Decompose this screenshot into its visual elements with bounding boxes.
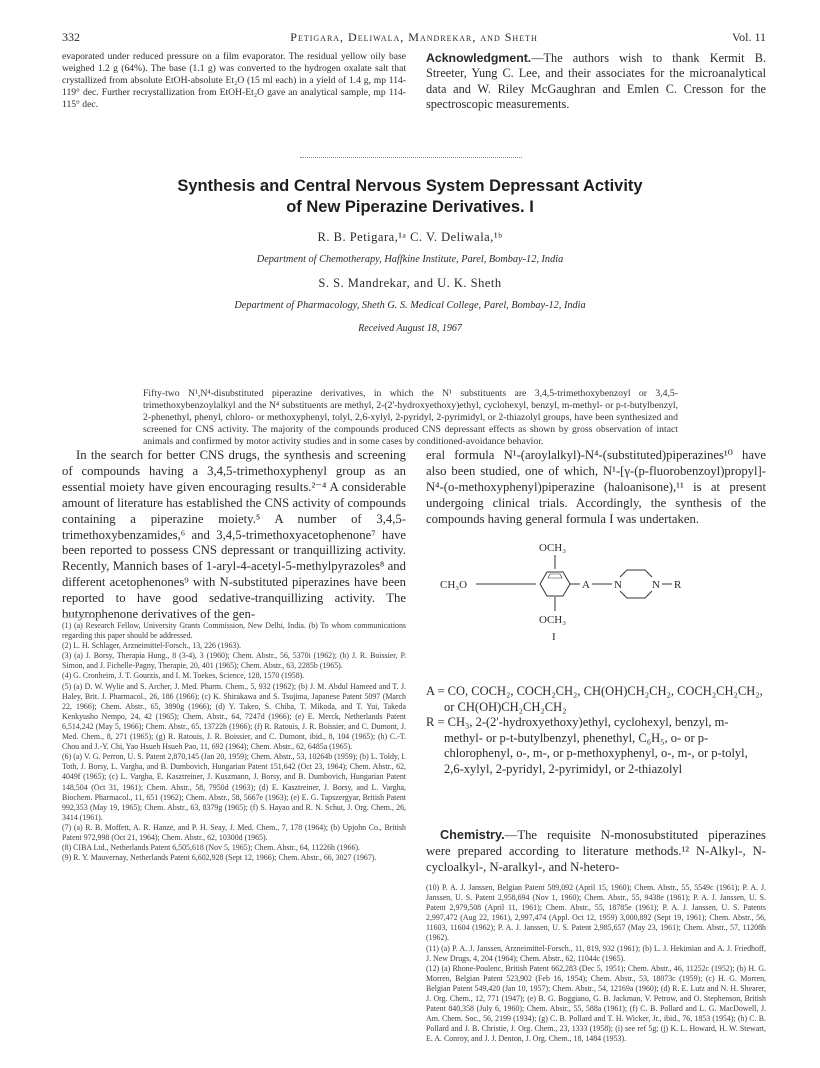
received-date: Received August 18, 1967 — [358, 323, 462, 334]
affiliation-1: Department of Chemotherapy, Haffkine Institute, Parel, Bombay-12, India — [256, 254, 564, 265]
footnotes-left: (1) (a) Research Fellow, University Grants Commission, New Delhi, India. (b) To whom communications regarding this paper should be addressed. (2) L. H. Schlager, Arzneimittel-Forsch., 13, 226 (1963). (3) (a) J. Borsy, Therapia Hung., 8 (3-4), 3 (1960); Chem. Abstr., 56, 5370i (1962); (b) J. R. Boissier, P. Simon, and J. Fichelle-Pagny, Therapie, 20, 401 (1965); Chem. Abstr., 63, 2285b (1965). (4) G. Cronheim, J. T. Gourzis, and I. M. Toekes, Science, 128, 1570 (1958). (5) (a) D. W. Wylie and S. Archer, J. Med. Pharm. Chem., 5, 932 (1962); (b) J. M. Abdul Hameed and T. J. Haley, Brit. J. Pharmacol., 26, 186 (1966); (c) K. Shirakawa and S. Tsujima, Japanese Patent 5097 (March 22, 1966); Chem. Abstr., 65, 3890g (1966); (d) Y. Takeo, S. Chiba, T. Mikoda, and T. Yui, Takeda Kenkyusho Nempo, 24, 42 (1965); Chem. Abstr., 64, 7247d (1966); (e) E. Merck, Netherlands Patent 6,514,242 (May 5, 1966); Chem. Abstr., 65, 13722h (1966); (f) R. Ratouis, J. R. Boissier, and C. Dumont, J. Med. Chem., 8, 271 (1965); (g) R. Ratouis, J. R. Boissier, and C. Dumont, ibid., 8, 104 (1965); (h) C.-T. Chou and J.-Y. Chi, Yao Hsueh Hsueh Pao, 11, 692 (1964); Chem. Abstr., 62, 6485a (1965). (6) (a) V. G. Perron, U. S. Patent 2,870,145 (Jan 20, 1959); Chem. Abstr., 53, 10264b (1959); (b) L. Toldy, I. Toth, J. Borsy, L. Vargha, and B. Dumbovich, Hungarian Patent 151,642 (Oct 23, 1964); Chem. Abstr., 62, 4049f (1965); (c) L. Vargha, E. Kasztreiner, J. Kuszmann, J. Borsy, and B. Dumbovich, Hungarian Patent 148,504 (Oct 31, 1961); Chem. Abstr., 58, 7950d (1963); (d) E. Kasztreiner, J. Borsy, and L. Vargha, Biochem. Pharmacol., 11, 651 (1962); Chem. Abstr., 58, 5667e (1963); (e) E. G. Tapszergyar, British Patent 992,353 (May 19, 1965); Chem. Abstr., 63, 8379g (1965); (f) S. Hayao and R. N. Schut, J. Org. Chem., 26, 3414 (1961). (7) (a) R. B. Moffett, A. R. Hanze, and P. H. Seay, J. Med. Chem., 7, 178 (1964); (b) Upjohn Co., British Patent 972,998 (Oct 21, 1964); Chem. Abstr., 62, 10300d (1965). (8) CIBA Ltd., Netherlands Patent 6,505,618 (Nov 5, 1965); Chem. Abstr., 64, 11226h (1966). (9) R. Y. Mauvernay, Netherlands Patent 6,602,928 (Sept 12, 1966); Chem. Abstr., 66, 3027 (1967). — [62, 621, 406, 863]
substituent-definitions — [426, 684, 766, 778]
authors-line-1: R. B. Petigara,¹ᵃ C. V. Deliwala,¹ᵇ — [317, 230, 503, 244]
chemical-structure-I — [440, 537, 760, 672]
structure-ch3o-left: CH₃O — [440, 579, 468, 591]
volume-label: Vol. 11 — [731, 30, 766, 44]
authors-line-2: S. S. Mandrekar, and U. K. Sheth — [318, 276, 502, 290]
affiliation-2: Department of Pharmacology, Sheth G. S. Medical College, Parel, Bombay-12, India — [234, 300, 586, 311]
structure-drawing — [440, 537, 760, 672]
chemistry-paragraph — [426, 828, 766, 876]
page-number: 332 — [62, 30, 80, 44]
running-title: Petigara, Deliwala, Mandrekar, and Sheth — [290, 30, 538, 44]
title-line-1: Synthesis and Central Nervous System Depressant Activity — [177, 177, 643, 195]
chemistry-heading: Chemistry. — [440, 828, 505, 842]
introduction-left: In the search for better CNS drugs, the synthesis and screening of compounds having a 3,4,5-trimethoxyphenyl group as an essential moiety have given encouraging results.²⁻⁴ A considerable amount of literature has established the CNS activity of compounds containing a piperazine moiety.⁵ A number of 3,4,5-trimethoxybenzamides,⁶ and 3,4,5-trimethoxyacetophenone⁷ have been reported to possess CNS depressant or tranquillizing activity. Recently, Mannich bases of 1-aryl-4-acetyl-5-methylpyrazoles⁸ and different acetophenones⁹ with N-substituted piperazines have been reported to have good sedative-tranquillizing activity. The butyrophenone derivatives of the gen- — [62, 448, 406, 622]
acknowledgment — [426, 51, 766, 113]
ring-double-bond — [548, 574, 562, 578]
abstract: Fifty-two N¹,N⁴-disubstituted piperazine derivatives, in which the N¹ substituents are 3,4,5-trimethoxybenzoyl or 3,4,5-trimethoxybenzoylalkyl and the N⁴ substituents are methyl, 2-(2'-hydroxyethoxy)ethyl, cyclohexyl, benzyl, m-methyl- or p-t-butylbenzyl, 2-phenethyl, phenyl, chloro- or methoxyphenyl, tolyl, 2,6-xylyl, 2-pyridyl, 2-pyrimidyl, or 2-thiazolyl groups, have been synthesized and screened for CNS activity. The majority of the compounds produced CNS depressant effects as shown by gross observation of intact animals and confirmed by motor activity studies and in some cases by conditioned-avoidance behavior. — [143, 388, 678, 448]
footnotes-right: (10) P. A. J. Janssen, Belgian Patent 589,092 (April 15, 1960); Chem. Abstr., 55, 5549c (1961); P. A. J. Janssen, U. S. Patent 2,958,694 (Nov 1, 1960); Chem. Abstr., 55, 9438e (1961); P. A. J. Janssen, U. S. Patent 2,979,508 (April 11, 1961); Chem. Abstr., 55, 18785e (1961); P. A. J. Janssen, U. S. Patents 2,997,472 (Aug 22, 1961), 2,997,474 (Appl. Oct 12, 1959) 3,000,892 (Sept 19, 1961); Chem. Abstr., 56, 11603, 11604 (1962); P. A. J. Janssen, U. S. Patent 2,985,657 (May 23, 1961); Chem. Abstr., 57, 11208h (1962). (11) (a) P. A. J. Janssen, Arzneimittel-Forsch., 11, 819, 932 (1961); (b) L. J. Hekimian and A. J. Friedhoff, J. New Drugs, 4, 204 (1964); Chem. Abstr., 62, 11044c (1965). (12) (a) Rhone-Poulenc, British Patent 662,283 (Dec 5, 1951); Chem. Abstr., 46, 11252c (1952); (b) H. G. Morren, Belgian Patent 523,902 (Feb 16, 1954); Chem. Abstr., 53, 18073c (1959); (c) H. G. Morren, Belgian Patent 549,420 (Jan 10, 1957); Chem. Abstr., 54, 12169a (1960); (d) R. E. Lutz and N. H. Shearer, J. Org. Chem., 12, 771 (1947); (e) B. G. Boggiano, G. B. Jackman, V. Petrow, and O. Stephenson, British Patent 840,358 (July 6, 1960); Chem. Abstr., 55, 588a (1961); (f) C. B. Pollard and L. G. MacDowell, J. Am. Chem. Soc., 56, 2199 (1934); (g) C. B. Pollard and T. H. Wicker, Jr., ibid., 76, 1853 (1954); (h) C. B. Pollard and J. B. Christie, J. Org. Chem., 23, 1333 (1958); (i) see ref 5g; (j) K. L. Howard, H. W. Stewart, E. A. Conroy, and J. J. Denton, J. Org. Chem., 18, 1484 (1953). — [426, 883, 766, 1044]
footnote-rule — [62, 617, 102, 618]
introduction-right: eral formula N¹-(aroylalkyl)-N⁴-(substituted)piperazines¹⁰ have also been studied, one of which, N¹-[γ-(p-fluorobenzoyl)propyl]-N⁴-(o-methoxyphenyl)piperazine (haloanisone),¹¹ is at present undergoing clinical trials. Accordingly, the synthesis of the compounds having general formula I was undertaken. — [426, 448, 766, 526]
r-definition: R = CH₃, 2-(2'-hydroxyethoxy)ethyl, cyclohexyl, benzyl, m-methyl- or p-t-butylbenzyl, phenethyl, C₆H₅, o- or p-chlorophenyl, o-, m-, or p-methoxyphenyl, o-, m-, or p-tolyl, 2,6-xylyl, 2-pyridyl, 2-pyrimidyl, or 2-thiazolyl — [426, 715, 748, 776]
benzene-ring — [540, 572, 570, 596]
previous-article-text: evaporated under reduced pressure on a film evaporator. The residual yellow oily base weighed 1.2 g (64%). The base (1.1 g) was converted to the hydrogen oxalate salt that crystallized from absolute EtOH-absolute Et₂O (15 ml each) in a yield of 1.4 g, mp 114-119° dec. Further recrystallization from EtOH-Et₂O gave an analytical sample, mp 114-115° dec. — [62, 51, 406, 110]
article-title — [120, 176, 700, 218]
piperazine-bottom — [620, 591, 652, 598]
acknowledgment-text: —The authors wish to thank Kermit B. Streeter, Yung C. Lee, and their associates for the microanalytical data and W. Riley McGaughran and Emlen C. Cresson for the spectroscopic measurements. — [426, 51, 766, 112]
structure-n2: N — [652, 579, 660, 591]
structure-r: R — [674, 579, 682, 591]
structure-och3-top: OCH₃ — [539, 542, 567, 554]
compound-number: I — [552, 631, 556, 643]
structure-a: A — [582, 579, 590, 591]
a-definition: A = CO, COCH₂, COCH₂CH₂, CH(OH)CH₂CH₂, COCH₂CH₂CH₂, or CH(OH)CH₂CH₂CH₂ — [426, 684, 763, 714]
piperazine-top — [620, 570, 652, 577]
title-line-2: of New Piperazine Derivatives. I — [286, 198, 534, 216]
acknowledgment-heading: Acknowledgment. — [426, 51, 532, 65]
structure-och3-bottom: OCH₃ — [539, 614, 567, 626]
article-separator — [300, 157, 522, 158]
running-header — [62, 30, 766, 46]
structure-n1: N — [614, 579, 622, 591]
chemistry-text: —The requisite N-monosubstituted piperazines were prepared according to literature methods.¹² N-Alkyl-, N-cycloalkyl-, N-aralkyl-, and N-hetero- — [426, 828, 766, 874]
